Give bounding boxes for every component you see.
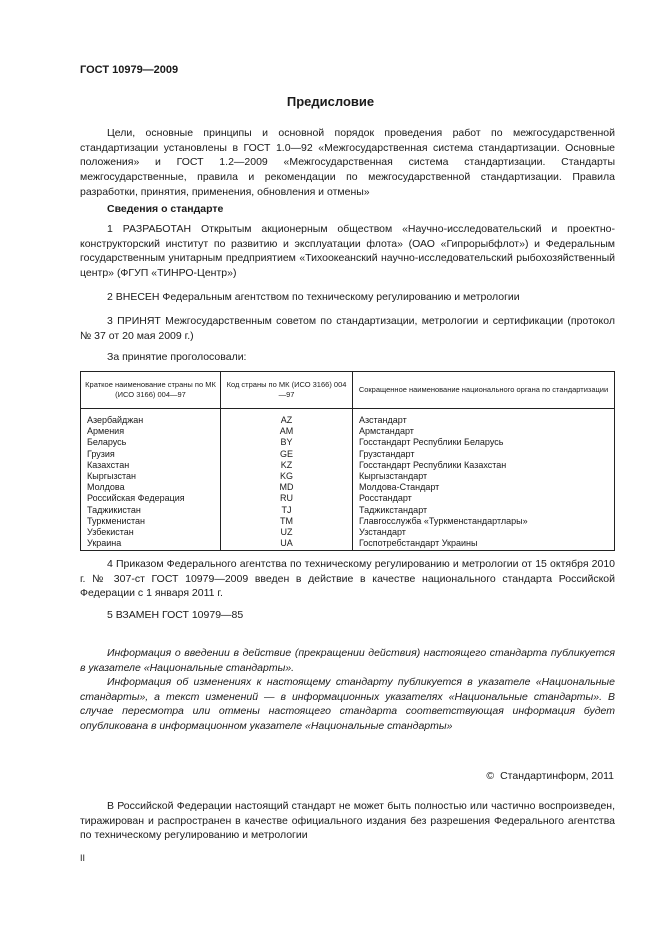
country-code: RU xyxy=(221,493,353,504)
copyright-line xyxy=(486,770,614,782)
standards-body: Таджикстандарт xyxy=(353,505,615,516)
country-code: KG xyxy=(221,471,353,482)
table-row xyxy=(81,426,615,437)
standards-body: Кыргызстандарт xyxy=(353,471,615,482)
country-name: Узбекистан xyxy=(81,527,221,538)
country-name: Азербайджан xyxy=(81,409,221,427)
copyright-icon: © xyxy=(486,770,495,782)
country-code: BY xyxy=(221,437,353,448)
country-name: Российская Федерация xyxy=(81,493,221,504)
country-code: TJ xyxy=(221,505,353,516)
country-name: Молдова xyxy=(81,482,221,493)
item-replaces: 5 ВЗАМЕН ГОСТ 10979—85 xyxy=(107,609,244,621)
standards-body: Росстандарт xyxy=(353,493,615,504)
table-row xyxy=(81,505,615,516)
info-notice-changes: Информация об изменениях к настоящему стандарту публикуется в указателе «Национальные стандарты», а текст изменений — в информационных указателях «Национальные стандарты». В случае пересмотра или отмены настоящего стандарта соответствующая информация будет опубликована в информационном указателе «Национальные стандарты» xyxy=(80,676,615,733)
info-notice-introduction: Информация о введении в действие (прекращении действия) настоящего стандарта публикуется в указателе «Национальные стандарты». xyxy=(80,647,615,674)
voted-label: За принятие проголосовали: xyxy=(107,351,247,363)
table-row xyxy=(81,449,615,460)
page-number: II xyxy=(80,853,86,863)
country-name: Грузия xyxy=(81,449,221,460)
standards-body: Грузстандарт xyxy=(353,449,615,460)
page-title: Предисловие xyxy=(286,94,375,109)
table-row xyxy=(81,527,615,538)
standards-body: Госстандарт Республики Казахстан xyxy=(353,460,615,471)
country-name: Туркменистан xyxy=(81,516,221,527)
standards-body: Главгосслужба «Туркменстандартлары» xyxy=(353,516,615,527)
country-name: Кыргызстан xyxy=(81,471,221,482)
table-row xyxy=(81,437,615,448)
header-body: Сокращенное наименование национального органа по стандартизации xyxy=(353,372,615,409)
standards-body: Госпотребстандарт Украины xyxy=(353,538,615,551)
standards-body: Армстандарт xyxy=(353,426,615,437)
country-code: KZ xyxy=(221,460,353,471)
standards-body: Узстандарт xyxy=(353,527,615,538)
header-code: Код страны по МК (ИСО 3166) 004—97 xyxy=(221,372,353,409)
table-row xyxy=(81,516,615,527)
country-code: AM xyxy=(221,426,353,437)
reproduction-notice: В Российской Федерации настоящий стандарт не может быть полностью или частично воспроизведен, тиражирован и распространен в качестве официального издания без разрешения Федерального агентства по техническому регулированию и метрологии xyxy=(80,800,615,842)
standard-info-heading: Сведения о стандарте xyxy=(107,203,224,215)
country-name: Таджикистан xyxy=(81,505,221,516)
table-row xyxy=(81,409,615,427)
item-adopted: 3 ПРИНЯТ Межгосударственным советом по стандартизации, метрологии и сертификации (протокол № 37 от 20 мая 2009 г.) xyxy=(80,315,615,342)
item-introduced: 2 ВНЕСЕН Федеральным агентством по техническому регулированию и метрологии xyxy=(107,291,520,303)
country-code: TM xyxy=(221,516,353,527)
table-row xyxy=(81,482,615,493)
country-code: UZ xyxy=(221,527,353,538)
item-developed: 1 РАЗРАБОТАН Открытым акционерным обществом «Научно-исследовательский и проектно-конструкторский институт по развитию и эксплуатации флота» (ОАО «Гипрорыбфлот») и Федеральным государственным унитарным предприятием «Тихоокеанский научно-исследовательский рыбохозяйственный центр» (ФГУП «ТИНРО-Центр») xyxy=(80,223,615,280)
standards-body: Госстандарт Республики Беларусь xyxy=(353,437,615,448)
country-code: MD xyxy=(221,482,353,493)
country-name: Беларусь xyxy=(81,437,221,448)
country-code: GE xyxy=(221,449,353,460)
standards-body: Азстандарт xyxy=(353,409,615,427)
standards-body: Молдова-Стандарт xyxy=(353,482,615,493)
country-name: Армения xyxy=(81,426,221,437)
item-order: 4 Приказом Федерального агентства по техническому регулированию и метрологии от 15 октября 2010 г. № 307-ст ГОСТ 10979—2009 введен в действие в качестве национального стандарта Российской Федерации с 1 января 2011 г. xyxy=(80,558,615,600)
table-row xyxy=(81,538,615,551)
country-name: Казахстан xyxy=(81,460,221,471)
country-code: UA xyxy=(221,538,353,551)
copyright-text: Стандартинформ, 2011 xyxy=(500,770,614,782)
document-header: ГОСТ 10979—2009 xyxy=(80,64,179,76)
table-row xyxy=(81,493,615,504)
country-code: AZ xyxy=(221,409,353,427)
header-country: Краткое наименование страны по МК (ИСО 3166) 004—97 xyxy=(81,372,221,409)
country-name: Украина xyxy=(81,538,221,551)
intro-paragraph: Цели, основные принципы и основной порядок проведения работ по межгосударственной стандартизации установлены в ГОСТ 1.0—92 «Межгосударственная система стандартизации. Основные положения» и ГОСТ 1.2—2009 «Межгосударственная система стандартизации. Стандарты межгосударственные, правила и рекомендации по межгосударственной стандартизации. Правила разработки, принятия, применения, обновления и отмены» xyxy=(80,127,615,198)
vote-table xyxy=(80,371,615,551)
table-row xyxy=(81,460,615,471)
table-row xyxy=(81,471,615,482)
vote-table-header xyxy=(81,372,615,409)
